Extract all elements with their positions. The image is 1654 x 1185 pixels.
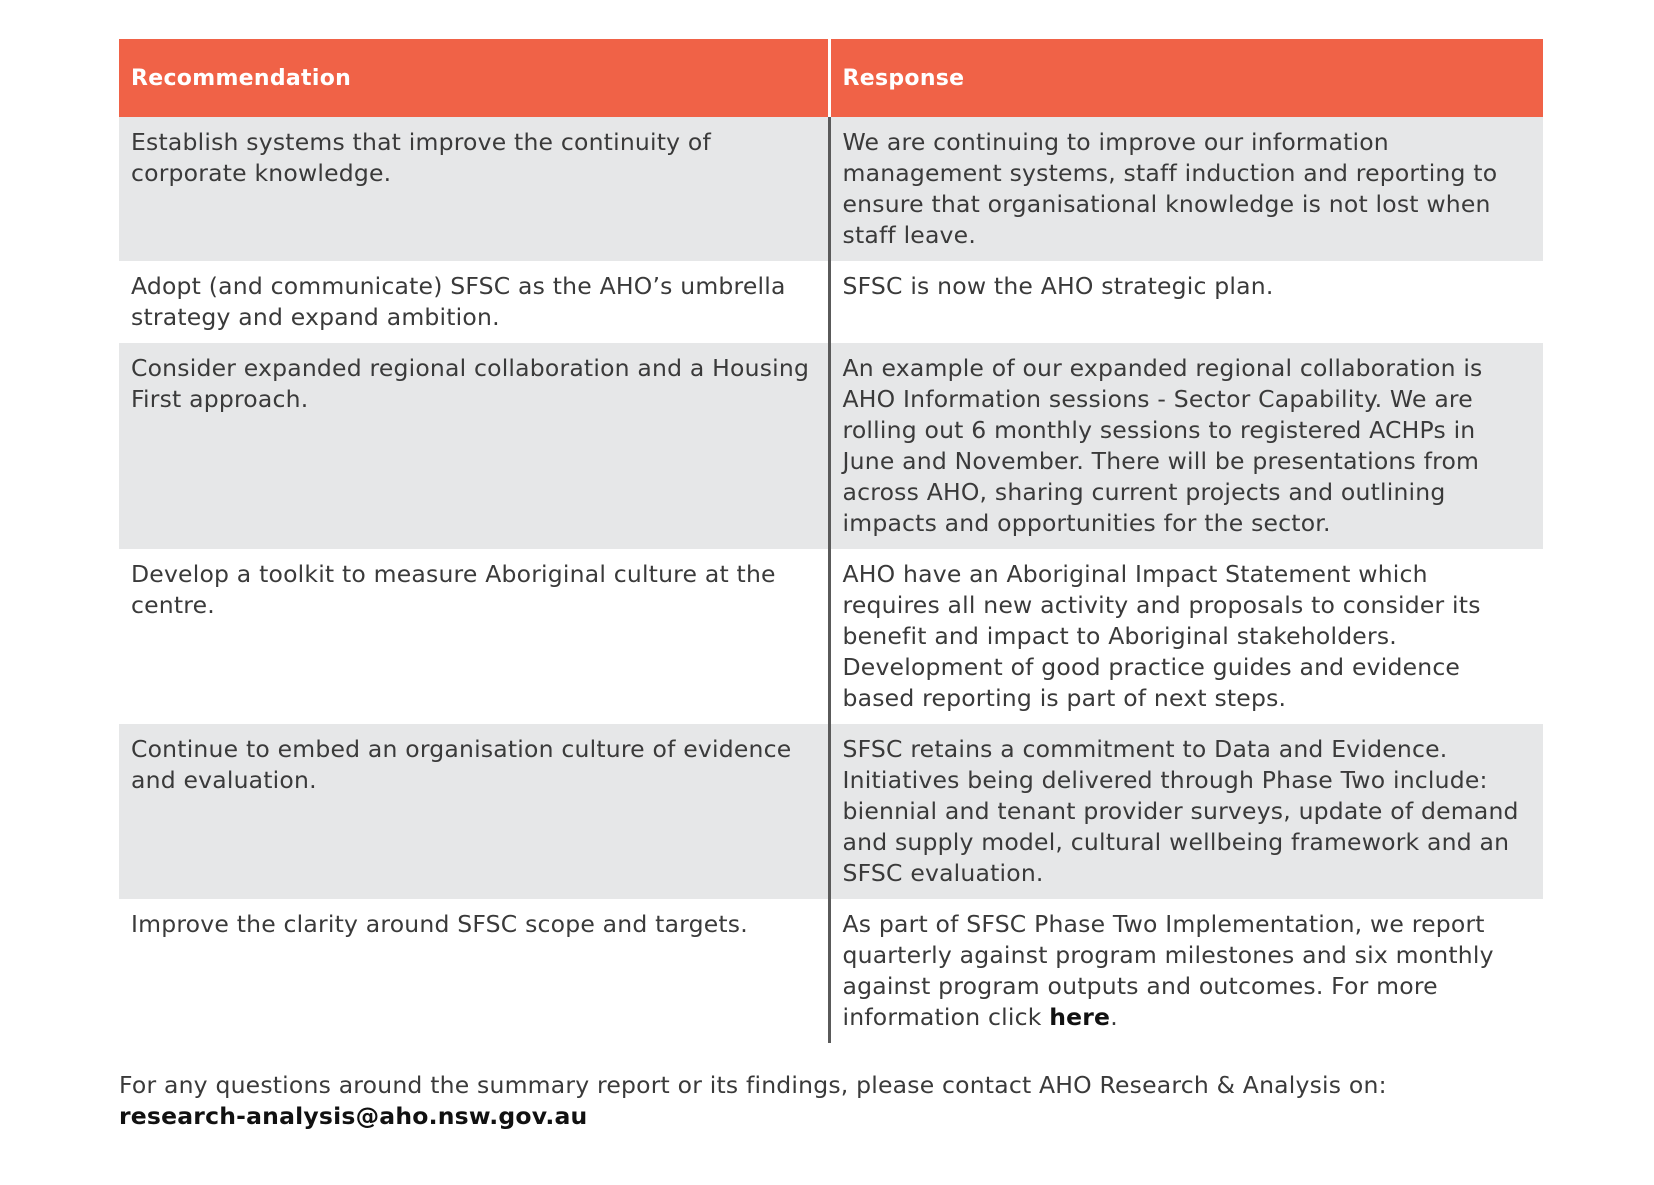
table-row: [119, 343, 1543, 549]
recommendation-cell: Consider expanded regional collaboration and a Housing First approach.: [119, 343, 829, 549]
table-row: [119, 549, 1543, 724]
recommendations-table: [119, 39, 1543, 1043]
header-recommendation: Recommendation: [119, 39, 829, 117]
recommendation-cell: Continue to embed an organisation culture of evidence and evaluation.: [119, 724, 829, 899]
response-cell: [829, 899, 1543, 1043]
table-header-row: [119, 39, 1543, 117]
contact-text: For any questions around the summary report or its findings, please contact AHO Research & Analysis on:: [119, 1071, 1387, 1099]
more-info-link[interactable]: here: [1049, 1003, 1111, 1031]
table-row: [119, 899, 1543, 1043]
table-row: [119, 117, 1543, 261]
recommendation-cell: Establish systems that improve the continuity of corporate knowledge.: [119, 117, 829, 261]
response-suffix: .: [1110, 1003, 1118, 1031]
response-cell: SFSC retains a commitment to Data and Evidence. Initiatives being delivered through Phase Two include: biennial and tenant provider surveys, update of demand and supply model, cultural wellbeing framework and an SFSC evaluation.: [829, 724, 1543, 899]
page: [119, 39, 1543, 1043]
recommendation-cell: Improve the clarity around SFSC scope and targets.: [119, 899, 829, 1043]
response-cell: AHO have an Aboriginal Impact Statement which requires all new activity and proposals to consider its benefit and impact to Aboriginal stakeholders. Development of good practice guides and evidence based reporting is part of next steps.: [829, 549, 1543, 724]
response-cell: SFSC is now the AHO strategic plan.: [829, 261, 1543, 343]
header-response: Response: [829, 39, 1543, 117]
recommendation-cell: Develop a toolkit to measure Aboriginal culture at the centre.: [119, 549, 829, 724]
response-cell: An example of our expanded regional collaboration is AHO Information sessions - Sector Capability. We are rolling out 6 monthly sessions to registered ACHPs in June and November. There will be presentations from across AHO, sharing current projects and outlining impacts and opportunities for the sector.: [829, 343, 1543, 549]
table-row: [119, 724, 1543, 899]
response-text: As part of SFSC Phase Two Implementation, we report quarterly against program milestones and six monthly against program outputs and outcomes. For more information click: [842, 910, 1494, 1031]
table-row: [119, 261, 1543, 343]
contact-email-link[interactable]: research-analysis@aho.nsw.gov.au: [119, 1102, 588, 1130]
recommendation-cell: Adopt (and communicate) SFSC as the AHO’s umbrella strategy and expand ambition.: [119, 261, 829, 343]
contact-footer: [119, 1070, 1543, 1132]
response-cell: We are continuing to improve our information management systems, staff induction and reporting to ensure that organisational knowledge is not lost when staff leave.: [829, 117, 1543, 261]
